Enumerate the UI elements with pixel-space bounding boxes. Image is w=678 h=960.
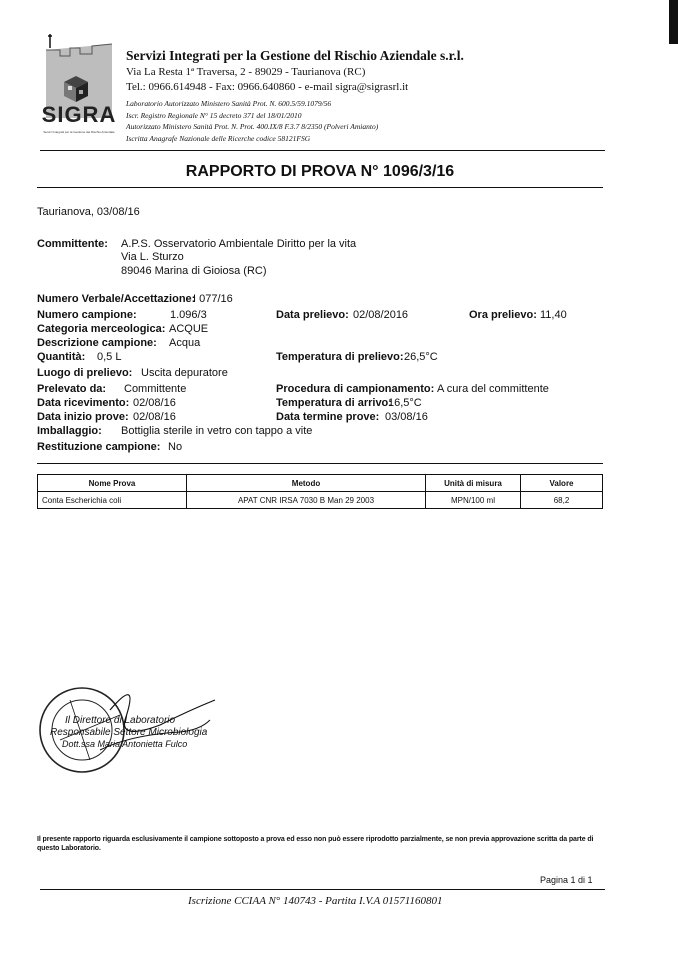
place-date: Taurianova, 03/08/16	[37, 206, 140, 218]
col-metodo: Metodo	[187, 475, 426, 492]
cell-unita: MPN/100 ml	[426, 492, 521, 509]
signature-line-1: Il Direttore di Laboratorio	[65, 715, 176, 726]
prelevato-label: Prelevato da:	[37, 383, 107, 395]
data-termine-label: Data termine prove:	[276, 411, 380, 423]
accreditation-2: Iscr. Registro Regionale N° 15 decreto 371 del 18/01/2010	[126, 111, 302, 120]
imballaggio-label: Imballaggio:	[37, 425, 102, 437]
fields-divider	[37, 463, 603, 464]
data-ricevimento-value: 02/08/16	[133, 397, 176, 409]
luogo-value: Uscita depuratore	[141, 367, 228, 379]
cell-valore: 68,2	[521, 492, 603, 509]
col-valore: Valore	[521, 475, 603, 492]
logo-text: SIGRA	[41, 102, 117, 127]
footer-divider	[40, 889, 605, 890]
temp-arrivo-value: 16,5°C	[388, 397, 422, 409]
results-header-row	[38, 475, 603, 492]
accreditation-4: Iscritta Anagrafe Nazionale delle Ricerche codice 58121FSG	[126, 134, 311, 143]
page-number: Pagina 1 di 1	[540, 875, 593, 885]
company-name: Servizi Integrati per la Gestione del Rischio Aziendale s.r.l.	[126, 48, 464, 63]
numero-verbale-value: I 077/16	[193, 293, 233, 305]
client-label: Committente:	[37, 238, 108, 250]
client-line-1: A.P.S. Osservatorio Ambientale Diritto per la vita	[121, 238, 357, 250]
col-unita: Unità di misura	[426, 475, 521, 492]
col-nome-prova: Nome Prova	[38, 475, 187, 492]
client-line-2: Via L. Sturzo	[121, 251, 184, 263]
data-inizio-label: Data inizio prove:	[37, 411, 129, 423]
prelevato-value: Committente	[124, 383, 187, 395]
table-row	[38, 492, 603, 509]
temp-prelievo-label: Temperatura di prelievo:	[276, 351, 404, 363]
data-prelievo-label: Data prelievo:	[276, 309, 349, 321]
footer-registration: Iscrizione CCIAA N° 140743 - Partita I.V.A 01571160801	[188, 895, 443, 907]
cell-nome-prova: Conta Escherichia coli	[38, 492, 187, 509]
footer-disclaimer: Il presente rapporto riguarda esclusivamente il campione sottoposto a prova ed esso non può essere riprodotto parzialmente, se non previa approvazione scritta da parte di questo Laboratorio.	[37, 836, 594, 852]
numero-campione-value: 1.096/3	[170, 309, 207, 321]
company-contacts: Tel.: 0966.614948 - Fax: 0966.640860 - e-mail sigra@sigrasrl.it	[126, 81, 409, 93]
restituzione-value: No	[168, 441, 183, 453]
data-termine-value: 03/08/16	[385, 411, 428, 423]
numero-campione-label: Numero campione:	[37, 309, 137, 321]
client-line-3: 89046 Marina di Gioiosa (RC)	[121, 265, 267, 277]
cell-metodo: APAT CNR IRSA 7030 B Man 29 2003	[187, 492, 426, 509]
quantita-value: 0,5 L	[97, 351, 122, 363]
categoria-value: ACQUE	[169, 323, 209, 335]
header-divider	[40, 150, 605, 151]
ora-prelievo-value: 11,40	[540, 309, 567, 321]
accreditation-3: Autorizzato Ministero Sanità Prot. N. Prot. 400.IX/8 F.3.7 8/2350 (Polveri Amianto)	[126, 122, 379, 131]
title-underline	[37, 187, 603, 188]
report-title: RAPPORTO DI PROVA N° 1096/3/16	[185, 163, 455, 180]
imballaggio-value: Bottiglia sterile in vetro con tappo a vite	[121, 425, 313, 437]
ora-prelievo-label: Ora prelievo:	[469, 309, 537, 321]
company-address: Via La Resta 1ª Traversa, 2 - 89029 - Taurianova (RC)	[126, 66, 366, 78]
data-prelievo-value: 02/08/2016	[353, 309, 409, 321]
categoria-label: Categoria merceologica:	[37, 323, 166, 335]
scan-edge-mark	[669, 0, 678, 44]
logo-subtitle: Servizi Integrati per la Gestione del Rischio Aziendale	[43, 130, 115, 134]
quantita-label: Quantità:	[37, 351, 86, 363]
accreditation-1: Laboratorio Autorizzato Ministero Sanità Prot. N. 600.5/59.1079/56	[126, 99, 332, 108]
descrizione-value: Acqua	[169, 337, 201, 349]
sigra-logo	[40, 30, 118, 140]
descrizione-label: Descrizione campione:	[37, 337, 157, 349]
procedura-label: Procedura di campionamento:	[276, 383, 435, 395]
procedura-value: A cura del committente	[437, 383, 549, 395]
restituzione-label: Restituzione campione:	[37, 441, 161, 453]
results-table	[37, 474, 603, 509]
temp-arrivo-label: Temperatura di arrivo:	[276, 397, 392, 409]
signature-line-3: Dott.ssa Maria Antonietta Fulco	[62, 739, 188, 749]
data-ricevimento-label: Data ricevimento:	[37, 397, 130, 409]
luogo-label: Luogo di prelievo:	[37, 367, 133, 379]
data-inizio-value: 02/08/16	[133, 411, 176, 423]
temp-prelievo-value: 26,5°C	[404, 351, 438, 363]
signature-line-2: Responsabile Settore Microbiologia	[50, 727, 208, 738]
numero-verbale-label: Numero Verbale/Accettazione:	[37, 293, 196, 305]
